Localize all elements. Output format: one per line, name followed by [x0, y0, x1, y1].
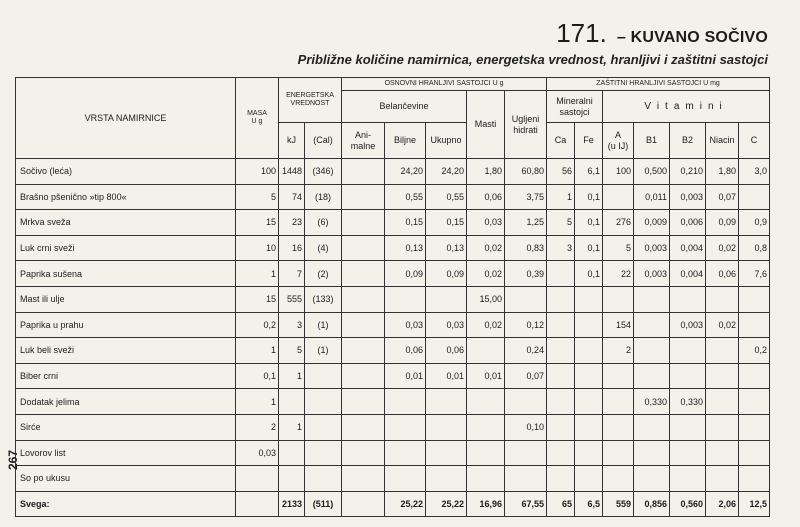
cell-carbs — [505, 466, 547, 492]
cell-kj: 74 — [279, 184, 305, 210]
cell-a — [603, 389, 634, 415]
cell-b2: 0,004 — [670, 235, 706, 261]
cell-plant: 25,22 — [385, 491, 426, 517]
cell-mass: 1 — [236, 338, 279, 364]
cell-total — [426, 286, 467, 312]
cell-carbs: 0,24 — [505, 338, 547, 364]
header-b2: B2 — [670, 123, 706, 159]
page-subtitle: Približne količine namirnica, energetska vrednost, hranljivi i zaštitni sastojci — [297, 52, 768, 67]
header-vit-a — [603, 123, 634, 159]
cell-b1 — [634, 440, 670, 466]
cell-c — [739, 184, 770, 210]
cell-cal — [305, 466, 342, 492]
cell-animal — [342, 491, 385, 517]
cell-carbs: 60,80 — [505, 159, 547, 185]
header-vit-a-label: A — [615, 130, 622, 141]
cell-total: 0,15 — [426, 210, 467, 236]
cell-kj — [279, 389, 305, 415]
cell-kj: 1 — [279, 414, 305, 440]
cell-cal: (4) — [305, 235, 342, 261]
header-vit-a-unit: (u IJ) — [607, 140, 629, 151]
cell-plant: 24,20 — [385, 159, 426, 185]
cell-name: Biber crni — [16, 363, 236, 389]
cell-b2 — [670, 363, 706, 389]
cell-a — [603, 363, 634, 389]
cell-ca: 5 — [547, 210, 575, 236]
header-ca: Ca — [547, 123, 575, 159]
cell-b2 — [670, 286, 706, 312]
cell-a: 2 — [603, 338, 634, 364]
cell-b1: 0,500 — [634, 159, 670, 185]
cell-b2 — [670, 466, 706, 492]
cell-b1 — [634, 338, 670, 364]
header-niacin: Niacin — [706, 123, 739, 159]
recipe-number: 171. — [556, 18, 607, 48]
cell-animal — [342, 338, 385, 364]
cell-cal: (18) — [305, 184, 342, 210]
cell-plant: 0,55 — [385, 184, 426, 210]
cell-fe: 0,1 — [575, 261, 603, 287]
cell-mass: 0,1 — [236, 363, 279, 389]
cell-fats: 16,96 — [467, 491, 505, 517]
cell-a — [603, 440, 634, 466]
table-row — [16, 261, 770, 287]
cell-niacin: 0,07 — [706, 184, 739, 210]
cell-b2: 0,006 — [670, 210, 706, 236]
page-title — [556, 18, 768, 49]
cell-plant — [385, 414, 426, 440]
cell-mass — [236, 491, 279, 517]
cell-carbs: 0,39 — [505, 261, 547, 287]
cell-a — [603, 414, 634, 440]
cell-animal — [342, 363, 385, 389]
cell-fe: 6,5 — [575, 491, 603, 517]
cell-kj: 555 — [279, 286, 305, 312]
cell-niacin — [706, 389, 739, 415]
cell-b1 — [634, 312, 670, 338]
cell-c — [739, 466, 770, 492]
cell-c: 7,6 — [739, 261, 770, 287]
cell-cal — [305, 363, 342, 389]
cell-c — [739, 312, 770, 338]
table-row — [16, 466, 770, 492]
cell-mass: 10 — [236, 235, 279, 261]
cell-niacin: 0,02 — [706, 235, 739, 261]
header-fe: Fe — [575, 123, 603, 159]
cell-fe: 0,1 — [575, 210, 603, 236]
cell-fats: 0,02 — [467, 235, 505, 261]
cell-mass: 2 — [236, 414, 279, 440]
cell-plant — [385, 466, 426, 492]
cell-mass: 0,03 — [236, 440, 279, 466]
cell-plant: 0,15 — [385, 210, 426, 236]
cell-fe — [575, 312, 603, 338]
cell-b1: 0,856 — [634, 491, 670, 517]
cell-niacin: 0,09 — [706, 210, 739, 236]
cell-cal: (1) — [305, 338, 342, 364]
cell-c: 0,9 — [739, 210, 770, 236]
cell-a: 276 — [603, 210, 634, 236]
cell-b1 — [634, 363, 670, 389]
cell-name: Mrkva sveža — [16, 210, 236, 236]
cell-niacin — [706, 414, 739, 440]
cell-ca: 3 — [547, 235, 575, 261]
cell-cal — [305, 389, 342, 415]
header-kj: kJ — [279, 123, 305, 159]
cell-b2: 0,560 — [670, 491, 706, 517]
header-vit-c: C — [739, 123, 770, 159]
cell-name: Sirće — [16, 414, 236, 440]
cell-fe — [575, 389, 603, 415]
cell-b2: 0,330 — [670, 389, 706, 415]
cell-fats — [467, 389, 505, 415]
header-basic-group: OSNOVNI HRANLJIVI SASTOJCI U g — [342, 78, 547, 91]
cell-b2: 0,003 — [670, 184, 706, 210]
cell-niacin — [706, 363, 739, 389]
cell-kj: 2133 — [279, 491, 305, 517]
table-row — [16, 338, 770, 364]
cell-ca: 56 — [547, 159, 575, 185]
cell-c — [739, 286, 770, 312]
cell-b1 — [634, 286, 670, 312]
cell-carbs — [505, 389, 547, 415]
cell-animal — [342, 312, 385, 338]
cell-kj: 1448 — [279, 159, 305, 185]
cell-niacin: 0,02 — [706, 312, 739, 338]
cell-name: Lovorov list — [16, 440, 236, 466]
header-energy: ENERGETSKA VREDNOST — [279, 78, 342, 123]
page-number: 267 — [6, 449, 20, 470]
header-carbs: Ugljeni hidrati — [505, 91, 547, 159]
cell-fats: 0,02 — [467, 312, 505, 338]
cell-fats: 1,80 — [467, 159, 505, 185]
cell-carbs: 0,07 — [505, 363, 547, 389]
cell-kj: 7 — [279, 261, 305, 287]
cell-niacin — [706, 440, 739, 466]
cell-animal — [342, 286, 385, 312]
cell-mass: 1 — [236, 389, 279, 415]
table-row — [16, 363, 770, 389]
table-row — [16, 184, 770, 210]
cell-ca — [547, 414, 575, 440]
cell-cal: (1) — [305, 312, 342, 338]
cell-a — [603, 466, 634, 492]
cell-plant — [385, 440, 426, 466]
cell-animal — [342, 159, 385, 185]
cell-total — [426, 389, 467, 415]
cell-name: Brašno pšenično »tip 800« — [16, 184, 236, 210]
cell-fe — [575, 338, 603, 364]
cell-c: 0,8 — [739, 235, 770, 261]
cell-kj — [279, 466, 305, 492]
cell-niacin — [706, 338, 739, 364]
cell-fats — [467, 338, 505, 364]
cell-ca — [547, 312, 575, 338]
cell-b1: 0,009 — [634, 210, 670, 236]
cell-animal — [342, 261, 385, 287]
cell-total: 0,55 — [426, 184, 467, 210]
cell-b2: 0,003 — [670, 312, 706, 338]
cell-a: 5 — [603, 235, 634, 261]
cell-a — [603, 184, 634, 210]
header-item: VRSTA NAMIRNICE — [16, 78, 236, 159]
cell-kj: 5 — [279, 338, 305, 364]
cell-cal — [305, 414, 342, 440]
recipe-title: – KUVANO SOČIVO — [616, 29, 768, 46]
cell-cal: (346) — [305, 159, 342, 185]
cell-total: 0,01 — [426, 363, 467, 389]
cell-name: Mast ili ulje — [16, 286, 236, 312]
cell-carbs: 0,83 — [505, 235, 547, 261]
cell-b1: 0,011 — [634, 184, 670, 210]
cell-carbs — [505, 286, 547, 312]
cell-animal — [342, 389, 385, 415]
table-row — [16, 235, 770, 261]
cell-b1: 0,003 — [634, 235, 670, 261]
cell-cal: (2) — [305, 261, 342, 287]
cell-animal — [342, 235, 385, 261]
cell-fe — [575, 363, 603, 389]
cell-carbs: 0,10 — [505, 414, 547, 440]
cell-name: Luk beli sveži — [16, 338, 236, 364]
cell-c — [739, 414, 770, 440]
table-row — [16, 312, 770, 338]
cell-kj: 1 — [279, 363, 305, 389]
cell-ca — [547, 389, 575, 415]
cell-name: So po ukusu — [16, 466, 236, 492]
cell-b2 — [670, 414, 706, 440]
cell-niacin — [706, 286, 739, 312]
cell-total — [426, 466, 467, 492]
cell-fats — [467, 440, 505, 466]
cell-animal — [342, 210, 385, 236]
cell-fats — [467, 414, 505, 440]
cell-ca — [547, 338, 575, 364]
cell-c: 0,2 — [739, 338, 770, 364]
header-mass-label: MASA — [247, 109, 267, 117]
table-row — [16, 414, 770, 440]
cell-b1 — [634, 466, 670, 492]
cell-b1 — [634, 414, 670, 440]
header-mass — [236, 78, 279, 159]
cell-kj: 16 — [279, 235, 305, 261]
cell-ca — [547, 363, 575, 389]
cell-niacin: 2,06 — [706, 491, 739, 517]
cell-b2: 0,210 — [670, 159, 706, 185]
cell-carbs: 3,75 — [505, 184, 547, 210]
cell-name: Luk crni sveži — [16, 235, 236, 261]
cell-niacin: 0,06 — [706, 261, 739, 287]
cell-total: 0,06 — [426, 338, 467, 364]
cell-fe — [575, 466, 603, 492]
cell-ca: 65 — [547, 491, 575, 517]
cell-c — [739, 389, 770, 415]
cell-a: 559 — [603, 491, 634, 517]
cell-ca: 1 — [547, 184, 575, 210]
cell-niacin: 1,80 — [706, 159, 739, 185]
cell-kj: 3 — [279, 312, 305, 338]
cell-fe: 6,1 — [575, 159, 603, 185]
table-row — [16, 159, 770, 185]
cell-fats — [467, 466, 505, 492]
cell-name: Paprika u prahu — [16, 312, 236, 338]
cell-carbs: 67,55 — [505, 491, 547, 517]
header-protective-group: ZAŠTITNI HRANLJIVI SASTOJCI U mg — [547, 78, 770, 91]
cell-cal — [305, 440, 342, 466]
cell-plant: 0,01 — [385, 363, 426, 389]
cell-animal — [342, 440, 385, 466]
cell-fats: 0,02 — [467, 261, 505, 287]
table-row — [16, 389, 770, 415]
cell-fe — [575, 414, 603, 440]
cell-total: 0,09 — [426, 261, 467, 287]
cell-ca — [547, 286, 575, 312]
cell-b1: 0,003 — [634, 261, 670, 287]
cell-kj: 23 — [279, 210, 305, 236]
cell-name: Sočivo (leća) — [16, 159, 236, 185]
cell-fe — [575, 286, 603, 312]
header-minerals: Mineralni sastojci — [547, 91, 603, 123]
table-row — [16, 440, 770, 466]
cell-total: 24,20 — [426, 159, 467, 185]
cell-mass: 100 — [236, 159, 279, 185]
header-total: Ukupno — [426, 123, 467, 159]
nutrition-table — [15, 77, 770, 517]
cell-fe: 0,1 — [575, 235, 603, 261]
cell-total: 25,22 — [426, 491, 467, 517]
cell-fats: 0,03 — [467, 210, 505, 236]
cell-mass: 1 — [236, 261, 279, 287]
header-plant: Biljne — [385, 123, 426, 159]
cell-plant: 0,13 — [385, 235, 426, 261]
cell-cal: (133) — [305, 286, 342, 312]
cell-fats: 0,01 — [467, 363, 505, 389]
cell-fe — [575, 440, 603, 466]
table-row — [16, 286, 770, 312]
cell-plant: 0,09 — [385, 261, 426, 287]
cell-plant: 0,03 — [385, 312, 426, 338]
cell-ca — [547, 440, 575, 466]
cell-mass: 15 — [236, 286, 279, 312]
cell-fats: 15,00 — [467, 286, 505, 312]
cell-animal — [342, 466, 385, 492]
cell-cal: (511) — [305, 491, 342, 517]
cell-total — [426, 440, 467, 466]
cell-b2 — [670, 338, 706, 364]
header-animal: Ani-malne — [342, 123, 385, 159]
cell-animal — [342, 184, 385, 210]
cell-mass: 0,2 — [236, 312, 279, 338]
cell-c — [739, 440, 770, 466]
cell-fats: 0,06 — [467, 184, 505, 210]
cell-carbs: 0,12 — [505, 312, 547, 338]
cell-a: 22 — [603, 261, 634, 287]
cell-animal — [342, 414, 385, 440]
cell-carbs — [505, 440, 547, 466]
cell-a: 100 — [603, 159, 634, 185]
header-vitamins: Vitamini — [603, 91, 770, 123]
cell-mass: 5 — [236, 184, 279, 210]
cell-plant — [385, 389, 426, 415]
header-b1: B1 — [634, 123, 670, 159]
cell-mass: 15 — [236, 210, 279, 236]
cell-name: Paprika sušena — [16, 261, 236, 287]
cell-c — [739, 363, 770, 389]
cell-a — [603, 286, 634, 312]
cell-name: Svega: — [16, 491, 236, 517]
cell-niacin — [706, 466, 739, 492]
cell-fe: 0,1 — [575, 184, 603, 210]
cell-mass — [236, 466, 279, 492]
cell-total: 0,03 — [426, 312, 467, 338]
cell-b2: 0,004 — [670, 261, 706, 287]
cell-plant — [385, 286, 426, 312]
table-row — [16, 210, 770, 236]
cell-ca — [547, 261, 575, 287]
cell-carbs: 1,25 — [505, 210, 547, 236]
cell-kj — [279, 440, 305, 466]
header-fats: Masti — [467, 91, 505, 159]
cell-c: 12,5 — [739, 491, 770, 517]
cell-ca — [547, 466, 575, 492]
cell-plant: 0,06 — [385, 338, 426, 364]
table-total-row — [16, 491, 770, 517]
cell-c: 3,0 — [739, 159, 770, 185]
cell-name: Dodatak jelima — [16, 389, 236, 415]
cell-total: 0,13 — [426, 235, 467, 261]
header-cal: (Cal) — [305, 123, 342, 159]
cell-b1: 0,330 — [634, 389, 670, 415]
cell-a: 154 — [603, 312, 634, 338]
header-mass-unit: U g — [251, 118, 263, 125]
cell-b2 — [670, 440, 706, 466]
cell-total — [426, 414, 467, 440]
header-proteins: Belančevine — [342, 91, 467, 123]
cell-cal: (6) — [305, 210, 342, 236]
